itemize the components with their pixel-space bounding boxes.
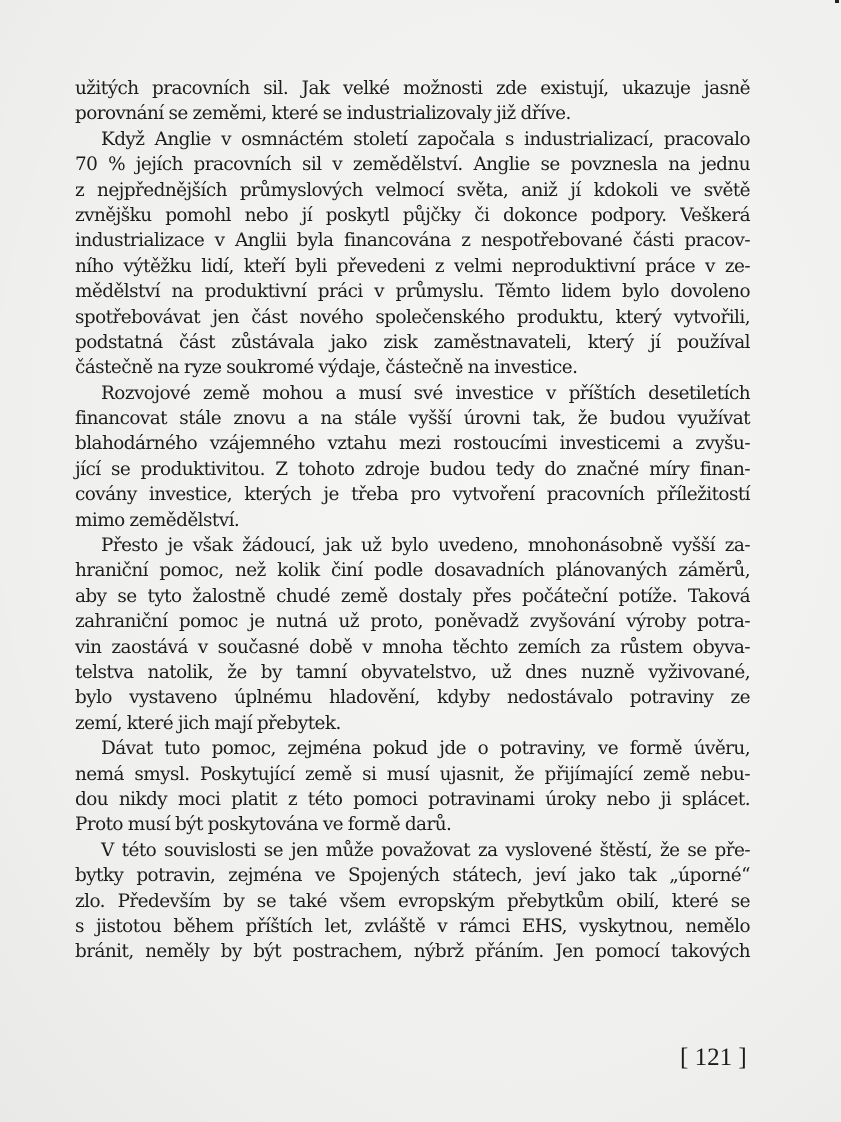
text-line: spotřebovávat jen část nového společenského produktu, který vytvořili, xyxy=(75,306,750,328)
text-line: bytky potravin, zejména ve Spojených státech, jeví jako tak „úporné“ xyxy=(75,865,750,887)
text-line: industrializace v Anglii byla financována z nespotřebované části pracov- xyxy=(75,230,750,252)
text-line: aby se tyto žalostně chudé země dostaly přes počáteční potíže. Taková xyxy=(75,585,750,607)
text-line: zvnějšku pomohl nebo jí poskytl půjčky či dokonce podpory. Veškerá xyxy=(75,204,750,226)
text-line: ního výtěžku lidí, kteří byli převedeni z velmi neproduktivní práce v ze- xyxy=(75,255,750,277)
text-line: mimo zemědělství. xyxy=(75,509,240,531)
text-line: financovat stále znovu a na stále vyšší úrovni tak, že budou využívat xyxy=(75,408,750,430)
text-line: V této souvislosti se jen může považovat za vyslovené štěstí, že se pře- xyxy=(101,839,750,861)
text-line: Proto musí být poskytována ve formě darů. xyxy=(75,814,452,836)
text-line: částečně na ryze soukromé výdaje, částečně na investice. xyxy=(75,357,578,379)
paragraph xyxy=(75,838,750,965)
text-line: s jistotou během příštích let, zvláště v rámci EHS, vyskytnou, nemělo xyxy=(75,915,750,937)
paragraph xyxy=(75,381,750,533)
text-line: covány investice, kterých je třeba pro vytvoření pracovních příležitostí xyxy=(75,484,750,506)
page-number: [ 121 ] xyxy=(680,1044,747,1071)
text-line: 70 % jejích pracovních sil v zemědělství. Anglie se povznesla na jednu xyxy=(75,154,750,176)
text-line: zahraniční pomoc je nutná už proto, poněvadž zvyšování výroby potra- xyxy=(75,611,750,633)
text-line: Když Anglie v osmnáctém století započala s industrializací, pracovalo xyxy=(101,128,750,150)
text-line: podstatná část zůstávala jako zisk zaměstnavateli, který jí používal xyxy=(75,331,750,353)
text-line: vin zaostává v současné době v mnoha těchto zemích za růstem obyva- xyxy=(75,636,750,658)
text-line: zlo. Především by se také všem evropským přebytkům obilí, které se xyxy=(75,890,750,912)
text-line: blahodárného vzájemného vztahu mezi rostoucími investicemi a zvyšu- xyxy=(75,433,750,455)
text-line: zemí, které jich mají přebytek. xyxy=(75,712,341,734)
paragraph xyxy=(75,127,750,381)
text-line: z nejpřednějších průmyslových velmocí světa, aniž jí kdokoli ve světě xyxy=(75,179,750,201)
scan-artifact xyxy=(835,0,839,3)
text-line: nemá smysl. Poskytující země si musí ujasnit, že přijímající země nebu- xyxy=(75,763,750,785)
paragraph xyxy=(75,736,750,838)
text-line: bylo vystaveno úplnému hladovění, kdyby nedostávalo potraviny ze xyxy=(75,687,750,709)
body-text xyxy=(75,76,750,965)
text-line: Dávat tuto pomoc, zejména pokud jde o potraviny, ve formě úvěru, xyxy=(101,738,750,760)
text-line: užitých pracovních sil. Jak velké možnosti zde existují, ukazuje jasně xyxy=(75,78,750,99)
text-line: Přesto je však žádoucí, jak už bylo uvedeno, mnohonásobně vyšší za- xyxy=(101,535,750,557)
text-line: bránit, neměly by být postrachem, nýbrž přáním. Jen pomocí takových xyxy=(75,941,750,963)
paragraph xyxy=(75,533,750,736)
text-line: dou nikdy moci platit z této pomoci potravinami úroky nebo ji splácet. xyxy=(75,788,750,810)
text-line: hraniční pomoc, než kolik činí podle dosavadních plánovaných záměrů, xyxy=(75,560,750,582)
paragraph xyxy=(75,76,750,127)
text-line: telstva natolik, že by tamní obyvatelstvo, už dnes nuzně vyživované, xyxy=(75,661,750,683)
text-line: porovnání se zeměmi, které se industrializovaly již dříve. xyxy=(75,103,571,125)
text-line: Rozvojové země mohou a musí své investice v příštích desetiletích xyxy=(101,382,750,404)
text-line: jící se produktivitou. Z tohoto zdroje budou tedy do značné míry finan- xyxy=(75,458,750,480)
text-line: mědělství na produktivní práci v průmyslu. Těmto lidem bylo dovoleno xyxy=(75,281,750,303)
